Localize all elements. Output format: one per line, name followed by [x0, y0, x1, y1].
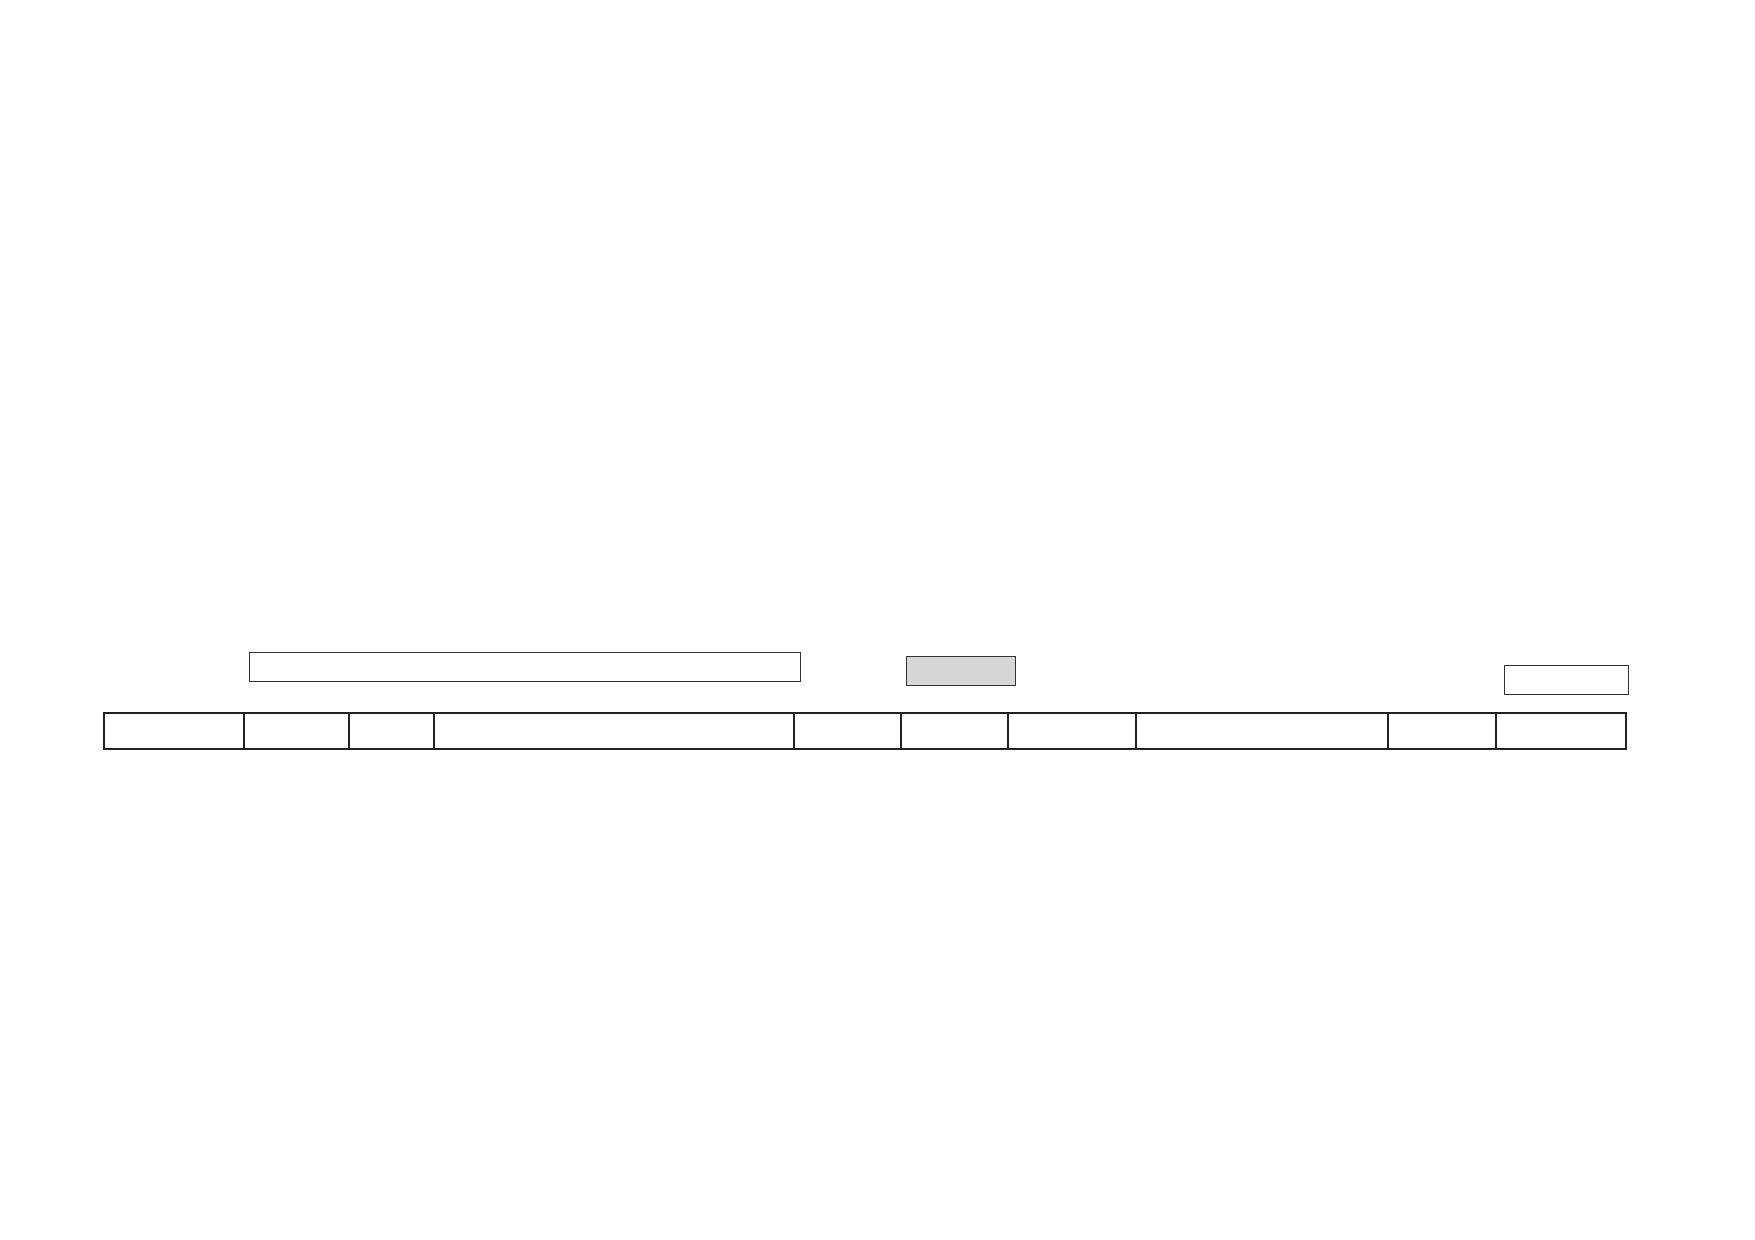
day-value [1504, 665, 1629, 695]
school-value [249, 652, 801, 682]
col-header-yield [794, 713, 901, 749]
col-header-price [901, 713, 1008, 749]
col-header-section [244, 713, 349, 749]
dept-value [906, 656, 1016, 686]
col-header-dish [434, 713, 794, 749]
col-header-meal [104, 713, 244, 749]
column-header-row [104, 713, 1626, 749]
col-header-carbs [1496, 713, 1626, 749]
col-header-protein [1136, 713, 1388, 749]
col-header-fat [1388, 713, 1496, 749]
col-header-calories [1008, 713, 1136, 749]
menu-table-current-day [103, 712, 1627, 750]
col-header-recipe [349, 713, 434, 749]
